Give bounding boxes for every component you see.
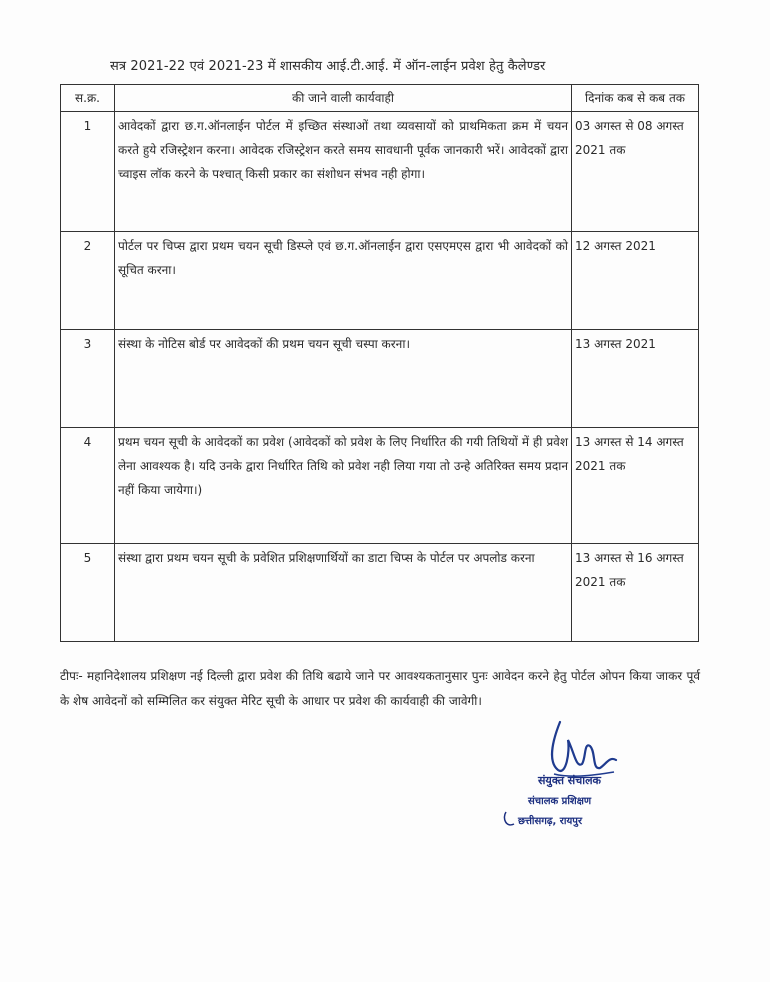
- official-seal: [500, 768, 640, 838]
- svg-text:छत्तीसगढ़, रायपुर: छत्तीसगढ़, रायपुर: [518, 816, 583, 827]
- row-date: 13 अगस्त से 14 अगस्त 2021 तक: [572, 428, 699, 544]
- table-row: [61, 428, 699, 544]
- table-header-row: [61, 85, 699, 112]
- row-action: संस्था द्वारा प्रथम चयन सूची के प्रवेशित प्रशिक्षणार्थियों का डाटा चिप्स के पोर्टल पर अपलोड करना: [115, 544, 572, 642]
- footnote: टीपः- महानिदेशालय प्रशिक्षण नई दिल्ली द्वारा प्रवेश की तिथि बढाये जाने पर आवश्यकतानुसार पुनः आवेदन करने हेतु पोर्टल ओपन किया जाकर पूर्व के शेष आवेदनों को सम्मिलित कर संयुक्त मेरिट सूची के आधार पर प्रवेश की कार्यवाही की जावेगी।: [60, 669, 700, 708]
- row-date: 13 अगस्त से 16 अगस्त 2021 तक: [572, 544, 699, 642]
- row-serial: 3: [61, 330, 115, 428]
- header-action: की जाने वाली कार्यवाही: [115, 85, 572, 112]
- row-serial: 5: [61, 544, 115, 642]
- table-row: [61, 544, 699, 642]
- row-action: संस्था के नोटिस बोर्ड पर आवेदकों की प्रथम चयन सूची चस्पा करना।: [115, 330, 572, 428]
- header-date: दिनांक कब से कब तक: [572, 85, 699, 112]
- row-action: आवेदकों द्वारा छ.ग.ऑनलाईन पोर्टल में इच्छित संस्थाओं तथा व्यवसायों को प्राथमिकता क्रम में चयन करते हुये रजिस्ट्रेशन करना। आवेदक रजिस्ट्रेशन करते समय सावधानी पूर्वक जानकारी भरें। आवेदकों द्वारा च्वाइस लॉक करने के पश्चात् किसी प्रकार का संशोधन संभव नही होगा।: [115, 112, 572, 232]
- table-row: [61, 330, 699, 428]
- row-serial: 4: [61, 428, 115, 544]
- document-heading: सत्र 2021-22 एवं 2021-23 में शासकीय आई.टी.आई. में ऑन-लाईन प्रवेश हेतु कैलेण्डर: [110, 59, 546, 74]
- calendar-table: [60, 84, 699, 642]
- row-date: 13 अगस्त 2021: [572, 330, 699, 428]
- row-date: 03 अगस्त से 08 अगस्त 2021 तक: [572, 112, 699, 232]
- header-serial: स.क्र.: [61, 85, 115, 112]
- row-date: 12 अगस्त 2021: [572, 232, 699, 330]
- table-row: [61, 232, 699, 330]
- svg-text:संचालक प्रशिक्षण: संचालक प्रशिक्षण: [528, 796, 592, 807]
- row-action: पोर्टल पर चिप्स द्वारा प्रथम चयन सूची डिस्प्ले एवं छ.ग.ऑनलाईन द्वारा एसएमएस द्वारा भी आवेदकों को सूचित करना।: [115, 232, 572, 330]
- table-row: [61, 112, 699, 232]
- row-serial: 2: [61, 232, 115, 330]
- svg-text:संयुक्त संचालक: संयुक्त संचालक: [538, 774, 601, 787]
- row-serial: 1: [61, 112, 115, 232]
- row-action: प्रथम चयन सूची के आवेदकों का प्रवेश (आवेदकों को प्रवेश के लिए निर्धारित की गयी तिथियों में ही प्रवेश लेना आवश्यक है। यदि उनके द्वारा निर्धारित तिथि को प्रवेश नही लिया गया तो उन्हे अतिरिक्त समय प्रदान नहीं किया जायेगा।): [115, 428, 572, 544]
